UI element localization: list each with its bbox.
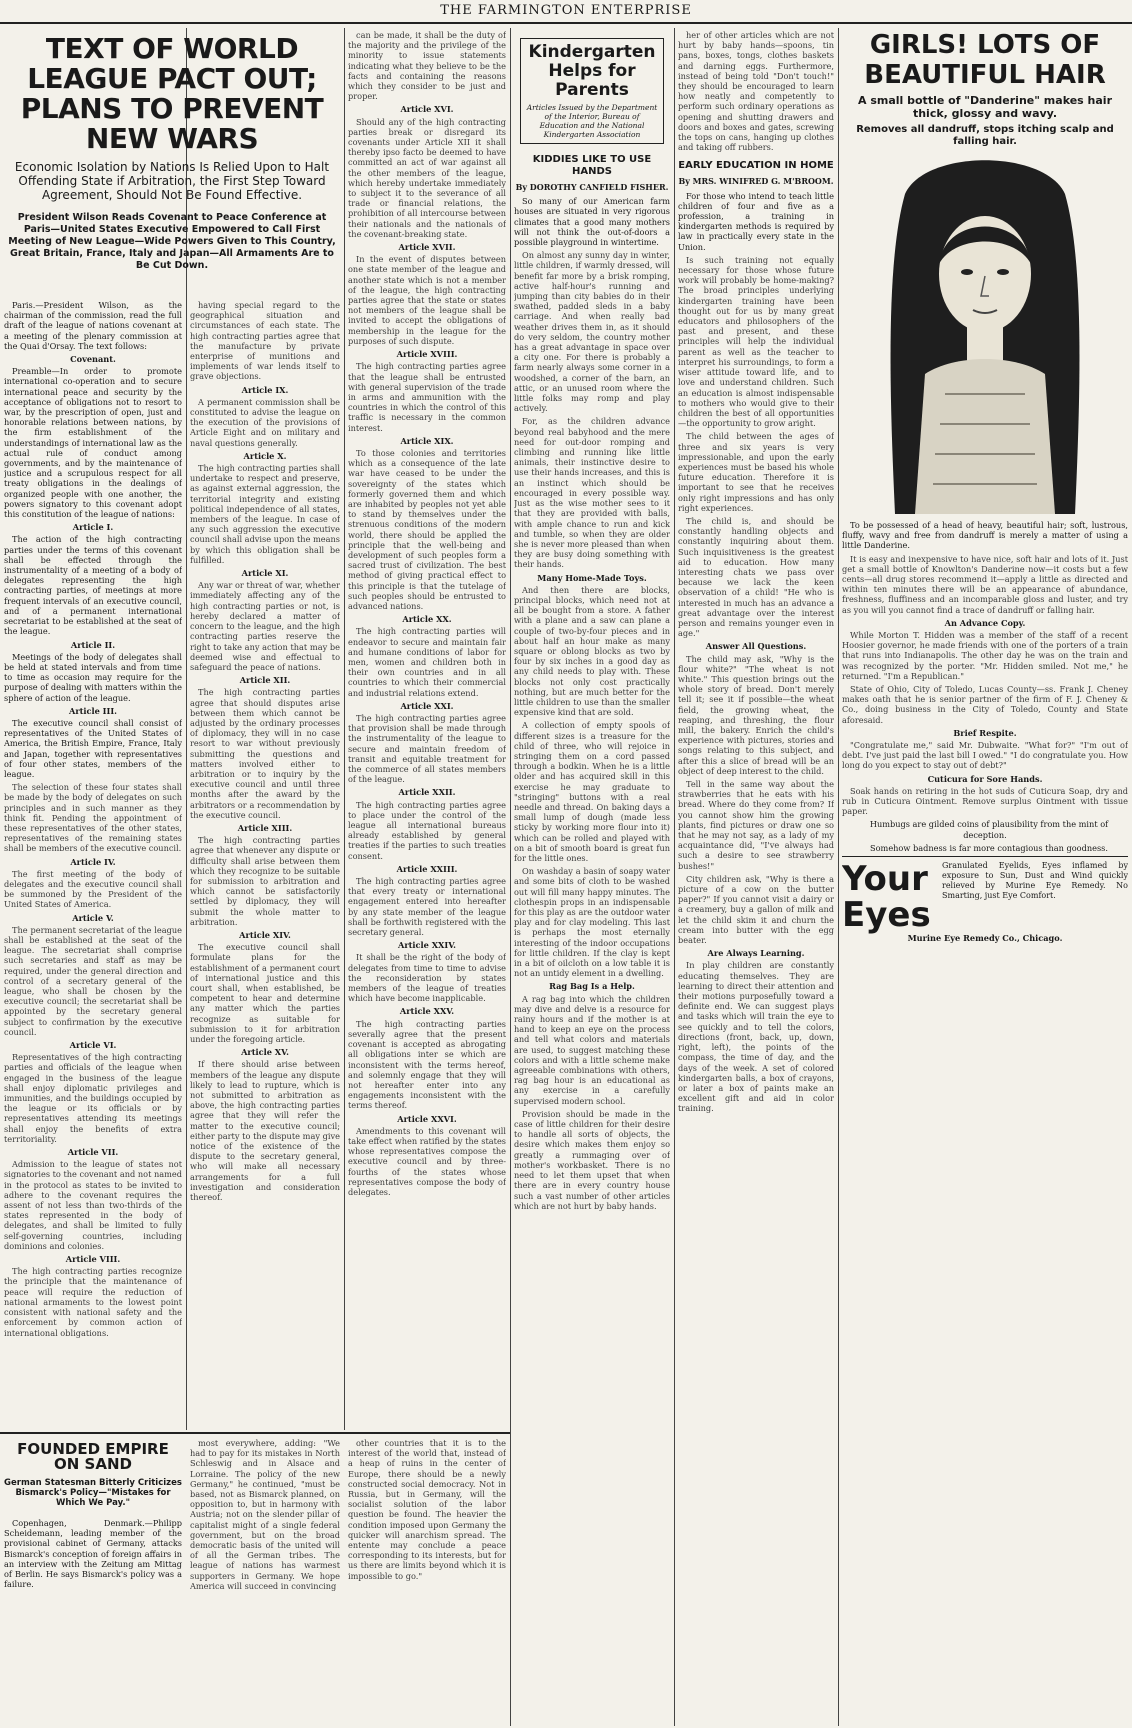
article-body-filler: having special regard to the geographical situation and circumstances of each state. The high contracting parties agree that the manufacture by private enterprise of munitions and implements of war lends itself to grave objections. [190,300,340,382]
league-headline: TEXT OF WORLD LEAGUE PACT OUT; PLANS TO PREVENT NEW WARS [20,32,324,155]
murine-footer: Murine Eye Remedy Co., Chicago. [907,933,1063,944]
league-deck: Economic Isolation by Nations Is Relied Upon to Halt Offending State if Arbitration, the First Step Toward Agreement, Should Not Be Found Effective. [14,160,330,202]
article-body-filler: It shall be the right of the body of delegates from time to time to advise the reconsideration by states members of the league of treaties which have become inapplicable. [348,952,506,1004]
murine-text: Granulated Eyelids, Eyes inflamed by exposure to Sun, Dust and Wind quickly relieved by Murine Eye Remedy. No Smarting, just Eye Comfort. [942,861,1128,901]
article-body-filler: The high contracting parties agree that whenever any dispute or difficulty shall arise between them which they recognize to be suitable for submission to arbitration and which cannot be satisfactorily settled by diplomacy, they will submit the whole matter to arbitration. [190,835,340,927]
article-text: The action of the high contracting parties under the terms of this covenant shall be effected through the instrumentality of a meeting of a body of delegates representing the high contracting parties, of meetings at more frequent intervals of an executive council, and of a permanent international secretariat to be established at the seat of the league. [4,534,182,637]
empire-lead: Copenhagen, Denmark.—Philipp Scheidemann, leading member of the provisional cabinet of Germany, attacks Bismarck's conception of foreign affairs in an interview with the Zeitung am Mittag of Berlin. He says Bismarck's policy was a failure. [4,1518,182,1590]
education-byline: By MRS. WINIFRED G. M'BROOM. [678,176,834,187]
rag-bag-heading: Rag Bag Is a Help. [549,981,635,992]
article-body-filler: State of Ohio, City of Toledo, Lucas County—ss. Frank J. Cheney makes oath that he is senior partner of the firm of F. J. Cheney & Co., doing business in the City of Toledo, County and State aforesaid. [842,684,1128,725]
article-body-filler: On washday a basin of soapy water and some bits of cloth to be washed out will fill many happy minutes. The clothespin props in an indispensable for this play as are the outdoor water play and for clay modeling. This last is perhaps the most eternally interesting of the indoor occupations for little children. If the clay is kept in a bit of oilcloth on a low table it is not an untidy element in a dwelling. [514,866,670,979]
column-rule [510,28,511,1726]
article-body-filler: "Congratulate me," said Mr. Dubwaite. "What for?" "I'm out of debt. I've just paid the last bill I owed." "I do congratulate you. How long do you expect to stay out of debt?" [842,740,1128,771]
article-heading: Article XXIV. [397,940,457,951]
article-body-filler: The high contracting parties severally agree that the present covenant is accepted as abrogating all obligations inter se which are inconsistent with the terms hereof, and solemnly engage that they will not hereafter enter into any engagements inconsistent with the terms thereof. [348,1018,506,1111]
article-body-filler: The high contracting parties shall undertake to respect and preserve, as against external aggression, the territorial integrity and existing political independence of all states, members of the league. In case of any such aggression the executive council shall advise upon the means by which this obligation shall be fulfilled. [190,463,340,565]
woman-portrait-illustration [885,154,1085,514]
article-heading: Article XII. [239,675,291,686]
article-heading: Article X. [243,450,287,461]
article-body-filler: The child may ask, "Why is the flour white?" "The wheat is not white." This question brings out the whole story of bread. Don't merely tell it; see it if possible—the wheat field, the growing wheat, the reaping, and threshing, the flour mill, the bakery. Enrich the child's experience with pictures, stories and songs relating to this subject, and after this a slice of bread will be an object of deep interest to the child. [678,653,834,776]
kindergarten-credit: Articles Issued by the Department of the Interior, Bureau of Education and the National Kindergarten Association [526,103,658,139]
kiddies-lead: So many of our American farm houses are situated in very rigorous climates that a good many mothers will not think the out-of-doors a possible playground in wintertime. [514,196,670,248]
article-body-filler: Tell in the same way about the strawberries that he eats with his bread. Where do they come from? If you cannot show him the growing plants, find pictures or draw one so that he may not say, as a lady of my acquaintance did, "I've always had such a desire to see strawberry bushes!" [678,779,834,871]
article-heading: Article XXIII. [396,863,458,874]
column-rule [674,28,675,1726]
article-body-filler: The permanent secretariat of the league shall be established at the seat of the league. The secretariat shall comprise such secretaries and staff as may be required, under the general direction and control of a secretary general of the league, who shall be chosen by the executive council; the secretariat shall be appointed by the secretary general subject to confirmation by the executive council. [4,924,182,1037]
article-body-filler: The high contracting parties agree that every treaty or international engagement entered into hereafter by any state member of the league shall be forthwith registered with the secretary general. [348,876,506,938]
article-body-filler: Provision should be made in the case of little children for their desire to handle all sorts of objects, the desire which makes them enjoy so greatly a rummaging over of mother's workbasket. There is no need to let them upset that when there are in every country house such a vast number of other articles which are not hurt by baby hands. [514,1108,670,1211]
education-lead: For those who intend to teach little children of four and five as a profession, a training in kindergarten methods is required by law in practically every state in the Union. [678,190,834,252]
article-heading: Article XXII. [398,787,456,798]
kindergarten-title: Kindergarten Helps for Parents [528,42,656,100]
article-heading: Article XVIII. [396,349,458,360]
preamble: Preamble—In order to promote international co-operation and to secure international peace and security by the acceptance of obligations not to resort to war, by the prescription of open, just and honorable relations between nations, by the firm establishment of the understandings of international law as the actual rule of conduct among governments, and by the maintenance of justice and a scrupulous respect for all treaty obligations in the dealings of organized people with one another, the powers signatory to this covenant adopt this constitution of the league of nations: [4,366,182,520]
article-body-filler: On almost any sunny day in winter, little children, if warmly dressed, will benefit far more by a brisk romping, active half-hour's running and jumping than city babies do in their swathed, padded sleds in a baby carriage. And when really bad weather drives them in, as it should do very seldom, the country mother has a great advantage in space over a city one. For there is probably a farm nearly always some corner in a woodshed, a corner of the barn, an attic, or an unused room where the little folks may romp and play actively. [514,250,670,414]
article-body-filler: can be made, it shall be the duty of the majority and the privilege of the minority to issue statements indicating what they believe to be the facts and containing the reasons which they consider to be just and proper. [348,30,506,102]
article-heading: Article XIV. [239,929,291,940]
article-body-filler: It is easy and inexpensive to have nice, soft hair and lots of it. Just get a small bottle of Knowlton's Danderine now—it costs but a few cents—all drug stores recommend it—apply a little as directed and within ten minutes there will be an appearance of abundance, freshness, fluffiness and an incomparable gloss and luster, and try as you will you cannot find a trace of dandruff or falling hair. [842,553,1128,615]
empire-deck: German Statesman Bitterly Criticizes Bismarck's Policy—"Mistakes for Which We Pay." [4,1478,182,1508]
education-column [678,30,834,1724]
empire-column-2 [190,1438,340,1724]
article-body-filler: Should any of the high contracting parties break or disregard its covenants under Article XII it shall thereby ipso facto be deemed to have committed an act of war against all the other members of the league, which hereby undertake immediately to subject it to the severance of all trade or financial relations, the prohibition of all intercourse between their nationals and the nationals of the covenant-breaking state. [348,116,506,239]
article-body-filler: The executive council shall formulate plans for the establishment of a permanent court of international justice and this court shall, when established, be competent to hear and determine any matter which the parties recognize as suitable for submission to it for arbitration under the foregoing article. [190,942,340,1045]
column-rule [838,28,839,1726]
article-body-filler: Any war or threat of war, whether immediately affecting any of the high contracting parties or not, is hereby declared a matter of concern to the league, and the high contracting parties reserve the right to take any action that may be deemed wise and effectual to safeguard the peace of nations. [190,580,340,672]
kindergarten-title-box [520,38,664,144]
toys-heading: Many Home-Made Toys. [537,572,647,583]
article-body-filler: City children ask, "Why is there a picture of a cow on the butter paper?" If you cannot visit a dairy or a creamery, buy a gallon of milk and let the child skim it and churn the cream into butter with the egg beater. [678,873,834,946]
article-body-filler: Amendments to this covenant will take effect when ratified by the states whose representatives compose the executive council and by three-fourths of the states whose representatives compose the body of delegates. [348,1125,506,1197]
article-heading: Article IV. [70,856,116,867]
empire-column-1 [4,1438,182,1724]
ad-body: To be possessed of a head of heavy, beautiful hair; soft, lustrous, fluffy, wavy and free from dandruff is merely a matter of using a little Danderine. [842,520,1128,551]
learning-heading: Are Always Learning. [707,948,805,959]
article-heading: Article XVII. [398,242,456,253]
article-heading: Article V. [72,912,114,923]
ad-deck: A small bottle of "Danderine" makes hair thick, glossy and wavy. [857,94,1112,120]
education-headline: EARLY EDUCATION IN HOME [678,160,834,172]
kindergarten-column-1 [514,30,670,1724]
article-body-filler: The high contracting parties agree to place under the control of the league all international bureaus already established by general treaties if the parties to such treaties consent. [348,799,506,861]
article-body-filler: The high contracting parties agree that the league shall be entrusted with general supervision of the trade in arms and ammunition with the countries in which the control of this traffic is necessary in the common interest. [348,361,506,433]
questions-heading: Answer All Questions. [705,641,807,652]
article-body-filler: Representatives of the high contracting parties and officials of the league when engaged in the business of the league shall enjoy diplomatic privileges and immunities, and the buildings occupied by the league or its officials or by representatives attending its meetings shall enjoy the benefits of extra territoriality. [4,1052,182,1144]
article-body-filler: And then there are blocks, principal blocks, which need not at all be bought from a store. A father with a plane and a saw can plane a couple of two-by-four pieces and in about half an hour make as many square or oblong blocks as two by four by six inches in a good day as any child needs to play with. These blocks not only cost practically nothing, but are much better for the little children to use than the smaller expensive kind that are sold. [514,584,670,718]
article-body-filler: A collection of empty spools of different sizes is a treasure for the child of three, who will rejoice in stringing them on a cord passed through a bodkin. When he is a little older and has acquired skill in this exercise he may graduate to "stringing" buttons with a real needle and thread. On baking days a small lump of dough (made less sticky by working more flour into it) which can be rolled and played with on a bit of smooth board is great fun for the little ones. [514,720,670,863]
article-body-filler: her of other articles which are not hurt by baby hands—spoons, tin pans, boxes, tongs, clothes baskets and darning eggs. Furthermore, instead of being told "Don't touch!" they should be encouraged to learn how neatly and competently to perform such ordinary operations as opening and shutting drawers and doors and boxes and gates, screwing the tops on cans, hanging up clothes and taking off rubbers. [678,30,834,153]
league-headline-block [4,30,340,330]
advance-heading: An Advance Copy. [944,617,1026,628]
brief-heading: Brief Respite. [953,727,1017,738]
article-heading: Article XIX. [400,435,454,446]
article-body-filler: If there should arise between members of the league any dispute likely to lead to rupture, which is not submitted to arbitration as above, the high contracting parties agree that they will refer the matter to the executive council; either party to the dispute may give notice of the existence of the dispute to the secretary general, who will make all necessary arrangements for a full investigation and consideration thereof. [190,1059,340,1203]
ad-deck-2: Removes all dandruff, stops itching scalp and falling hair. [856,124,1114,147]
ad-column [842,30,1128,1724]
article-heading: Article IX. [241,384,289,395]
article-body-filler: To those colonies and territories which as a consequence of the late war have ceased to be under the sovereignty of the states which formerly governed them and which are inhabited by peoples not yet able to stand by themselves under the strenuous conditions of the modern world, there should be applied the principle that the well-being and development of such peoples form a sacred trust of civilization. The best method of giving practical effect to this principle is that the tutelage of such peoples should be entrusted to advanced nations. [348,447,506,611]
article-body-filler: While Morton T. Hidden was a member of the staff of a recent Hoosier governor, he made friends with one of the porters of a train that runs into Indianapolis. The other day he was on the train and was recognized by the porter. "Mr. Hidden smiled. Not me," he returned. "I'm a Republican." [842,630,1128,681]
murine-ad [842,856,1128,936]
article-body-filler: A rag bag into which the children may dive and delve is a resource for rainy hours and if the mother is at hand to keep an eye on the process and tell what colors and materials are used, to suggest matching these colors and with a little scheme make agreeable combinations with others, rag bag hour is an educational as any exercise in a carefully supervised modern school. [514,993,670,1106]
cuticura-heading: Cuticura for Sore Hands. [927,773,1043,784]
article-heading: Article VI. [69,1040,117,1051]
murine-eyes-title: Your Eyes [842,859,931,936]
article-body-filler: Is such training not equally necessary for those whose future work will probably be home-making? The broad principles underlying kindergarten training have been thought out for us by many great educators and philosophers of the past and present, and these principles will help the individual parent as well as the teacher to interpret his surroundings, to form a wiser attitude toward life, and to love and understand children. Such an education is almost indispensable to mothers who would give to their children the best of all opportunities—the opportunity to grow aright. [678,254,834,429]
article-heading: Article XXV. [399,1006,455,1017]
article-body-filler: The selection of these four states shall be made by the body of delegates on such principles and in such manner as they think fit. Pending the appointment of these representatives of the other states, representatives of the remaining states shall be members of the executive council. [4,782,182,854]
humbugs-text: Humbugs are gilded coins of plausibility from the mint of deception. [869,819,1109,840]
kiddies-byline: By DOROTHY CANFIELD FISHER. [515,182,669,192]
article-body-filler: The child is, and should be constantly handling objects and constantly inquiring about them. Such inquisitiveness is the greatest aid to education. How many interesting chats we pass over because we lack the keen observation of a child! "He who is interested in much has an advance a great advantage over the interest person and remains younger even in age." [678,515,834,639]
article-heading: Article XVI. [400,104,454,115]
article-heading: Article VII. [67,1147,119,1158]
article-body-filler: A permanent commission shall be constituted to advise the league on the execution of the provisions of Article Eight and on military and naval questions generally. [190,396,340,448]
column-rule [344,28,345,1430]
article-heading: Article XIII. [237,822,293,833]
article-heading: Article XXVI. [397,1113,457,1124]
kiddies-headline: KIDDIES LIKE TO USE HANDS [532,154,652,177]
article-heading: Article XI. [241,568,289,579]
goodness-text: Somehow badness is far more contagious than goodness. [870,842,1108,853]
article-body-filler: other countries that it is to the interest of the world that, instead of a heap of ruins in the center of Europe, there should be a newly constructed social democracy. Not in Russia, but in Germany, will the socialist solution of the labor question be found. The heavier the condition imposed upon Germany the quicker will anarchism spread. The entente may conclude a peace corresponding to its interests, but for us there are limits beyond which it is impossible to go." [348,1438,506,1581]
covenant-heading: Covenant. [70,354,116,365]
article-body-filler: Admission to the league of states not signatories to the covenant and not named in the protocol as states to be invited to adhere to the covenant requires the assent of not less than two-thirds of the states represented in the body of delegates, and shall be limited to fully self-governing countries, including dominions and colonies. [4,1159,182,1251]
article-body-filler: The high contracting parties will endeavor to secure and maintain fair and humane conditions of labor for men, women and children both in their own countries and in all countries to which their commercial and industrial relations extend. [348,626,506,698]
section-divider [0,1432,510,1434]
article-text: Meetings of the body of delegates shall be held at stated intervals and from time to time as occasion may require for the purpose of dealing with matters within the sphere of action of the league. [4,651,182,703]
article-text: The executive council shall consist of representatives of the United States of America, the British Empire, France, Italy and Japan, together with representatives of four other states, members of the league. [4,717,182,779]
article-body-filler: The first meeting of the body of delegates and the executive council shall be summoned by the President of the United States of America. [4,868,182,910]
article-body-filler: Soak hands on retiring in the hot suds of Cuticura Soap, dry and rub in Cuticura Ointment. Remove surplus Ointment with tissue paper. [842,785,1128,817]
article-body-filler: most everywhere, adding: "We had to pay for its mistakes in North Schleswig and in Alsace and Lorraine. The policy of the new Germany," he continued, "must be based, not as Bismarck planned, on opposition to, but in harmony with Austria; not on the slender pillar of capitalist might of a single federal government, but on the broad democratic basis of the united will of all the German tribes. The league of nations has warmest supporters in Germany. We hope America will succeed in convincing [190,1438,340,1591]
article-body-filler: In play children are constantly educating themselves. They are learning to direct their attention and their motions purposefully toward a definite end. We can suggest plays and tasks which will train the eye to see quickly and to tell the colors, directions (front, back, up, down, right, left), the points of the compass, the time of day, and the days of the week. A set of colored kindergarten balls, a box of crayons, or later a box of paints make an excellent gift and aid in color training. [678,960,834,1114]
league-column-2 [190,300,340,1428]
league-subdeck: President Wilson Reads Covenant to Peace Conference at Paris—United States Executive Empowered to Call First Meeting of New League—Wide Powers Given to This Country, Great Britain, France, Italy and Japan—All Armaments Are to Be Cut Down. [8,212,336,271]
league-column-1 [4,300,182,1428]
article-body-filler: The child between the ages of three and six years is very impressionable, and upon the early experiences must be based his whole future education. Therefore it is important to see that he receives only right impressions and has only right experiences. [678,431,834,513]
league-column-3 [348,30,506,1428]
article-body-filler: The high contracting parties agree that should disputes arise between them which cannot be adjusted by the ordinary processes of diplomacy, they will in no case resort to war without previously submitting the questions and matters involved either to arbitration or to inquiry by the executive council and until three months after the award by the arbitrators or a recommendation by the executive council. [190,687,340,820]
empire-column-3 [348,1438,506,1724]
ad-headline: GIRLS! LOTS OF BEAUTIFUL HAIR [864,30,1106,90]
article-body-filler: The high contracting parties recognize the principle that the maintenance of peace will require the reduction of national armaments to the lowest point consistent with national safety and the enforcement by common action of international obligations. [4,1266,182,1338]
article-body-filler: In the event of disputes between one state member of the league and another state which is not a member of the league, the high contracting parties agree that the state or states not members of the league shall be invited to accept the obligations of membership in the league for the purposes of such dispute. [348,254,506,346]
article-heading: Article XX. [402,614,452,625]
article-heading: Article II. [70,639,116,650]
article-body-filler: For, as the children advance beyond real babyhood and the mere need for out-door romping and climbing and running like little animals, their instinctive desire to use their hands increases, and this is an instinct which should be encouraged in every possible way. Just as the wise mother sees to it that they are provided with balls, with ample chance to run and kick and tumble, so when they are older she is never more pleased than when they are busy doing something with their hands. [514,416,670,570]
masthead: THE FARMINGTON ENTERPRISE [0,0,1132,24]
article-heading: Article VIII. [65,1254,121,1265]
article-heading: Article XV. [241,1047,289,1058]
article-heading: Article III. [68,705,118,716]
league-lead: Paris.—President Wilson, as the chairman of the commission, read the full draft of the league of nations covenant at a meeting of the plenary commission at the Quai d'Orsay. The text follows: [4,300,182,351]
article-heading: Article I. [72,522,114,533]
article-body-filler: The high contracting parties agree that provision shall be made through the instrumentality of the league to secure and maintain freedom of transit and equitable treatment for the commerce of all states members of the league. [348,713,506,785]
article-heading: Article XXI. [400,700,454,711]
empire-headline: FOUNDED EMPIRE ON SAND [17,1440,169,1473]
